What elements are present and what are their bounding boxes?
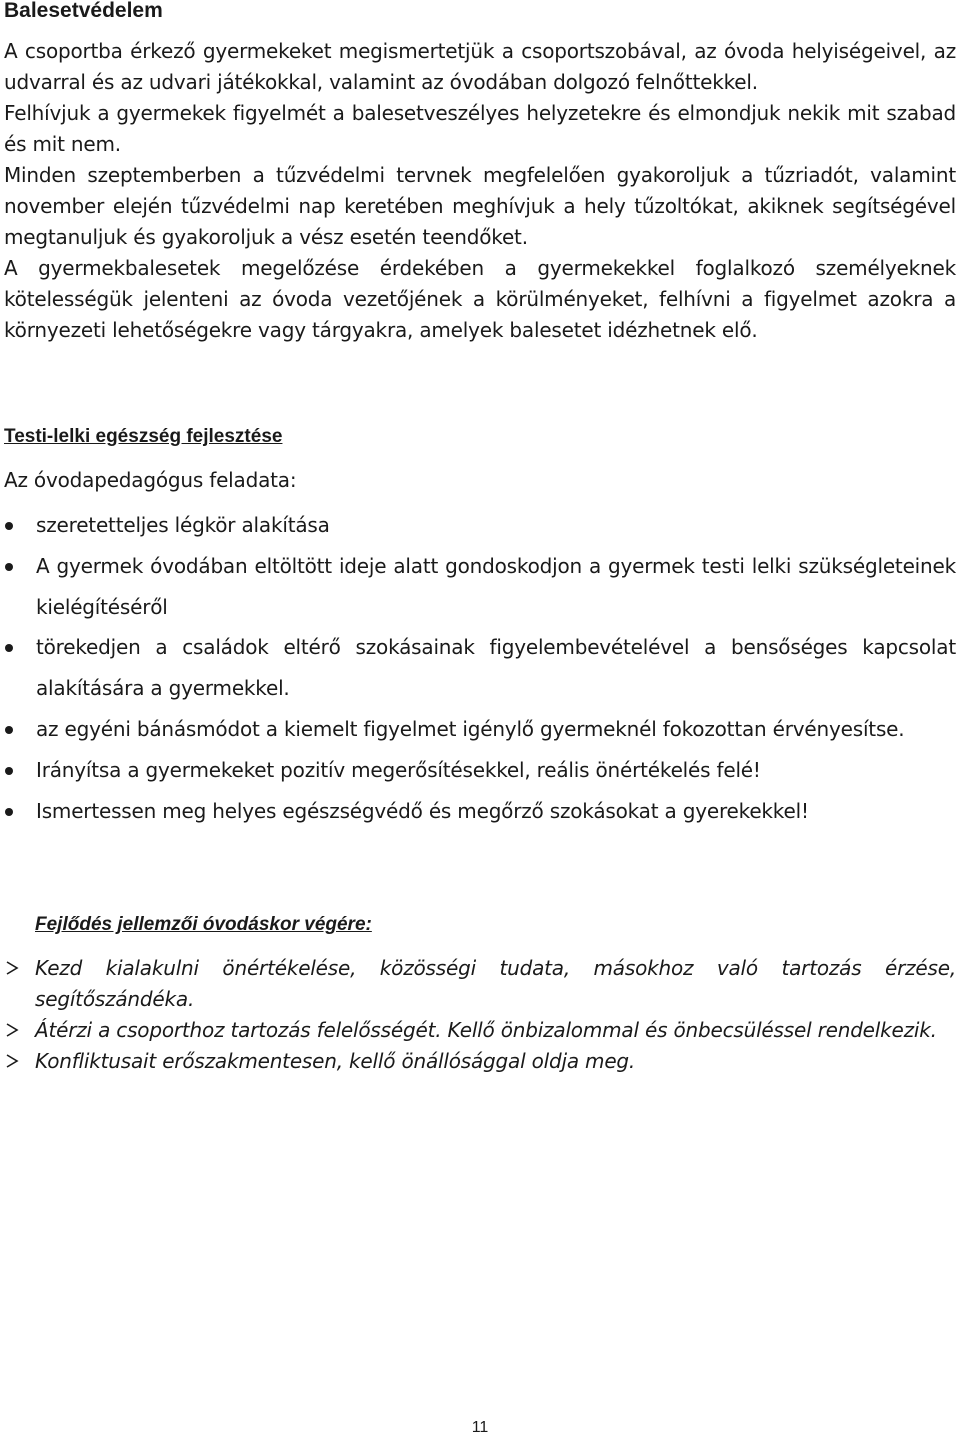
list-item bbox=[4, 505, 956, 546]
paragraph: A gyermekbalesetek megelőzése érdekében a gyermekekkel foglalkozó személyeknek kötelességük jelenteni az óvoda vezetőjének a körülményeket, felhívni a figyelmet azokra a környezeti lehetőségekre vagy tárgyakra, amelyek balesetet idézhetnek elő. bbox=[4, 256, 956, 342]
page-number: 11 bbox=[471, 1419, 489, 1436]
task-list bbox=[4, 505, 956, 831]
arrow-bullet-icon bbox=[4, 1022, 20, 1038]
paragraph: Minden szeptemberben a tűzvédelmi tervnek megfelelően gyakoroljuk a tűzriadót, valamint november elején tűzvédelmi nap keretében meghívjuk a hely tűzoltókat, akiknek segítségével megtanuljuk és gyakoroljuk a vész esetén teendőket. bbox=[4, 163, 956, 249]
list-item-text: az egyéni bánásmódot a kiemelt figyelmet igénylő gyermeknél fokozottan érvényesítse. bbox=[36, 716, 905, 741]
section-body-balesetvedelem bbox=[4, 36, 956, 346]
list-item bbox=[4, 627, 956, 709]
section-title-testi-lelki: Testi-lelki egészség fejlesztése bbox=[4, 426, 283, 447]
bullet-icon bbox=[5, 644, 13, 652]
list-item-text: Ismertessen meg helyes egészségvédő és megőrző szokásokat a gyerekekkel! bbox=[36, 798, 809, 823]
paragraph: Felhívjuk a gyermekek figyelmét a balesetveszélyes helyzetekre és elmondjuk nekik mit szabad és mit nem. bbox=[4, 101, 956, 156]
list-item bbox=[4, 546, 956, 628]
list-item bbox=[4, 709, 956, 750]
list-item-text: Kezd kialakulni önértékelése, közösségi tudata, másokhoz való tartozás érzése, segítőszándéka. bbox=[35, 956, 956, 1011]
list-item-text: Átérzi a csoporthoz tartozás felelősségét. Kellő önbizalommal és önbecsüléssel rendelkezik. bbox=[35, 1018, 937, 1042]
bullet-icon bbox=[5, 726, 13, 734]
section-title-fejlodes: Fejlődés jellemzői óvodáskor végére: bbox=[35, 914, 372, 935]
list-item bbox=[4, 1046, 956, 1077]
arrow-bullet-icon bbox=[4, 1053, 20, 1069]
list-item bbox=[4, 1015, 956, 1046]
list-item bbox=[4, 750, 956, 791]
bullet-icon bbox=[5, 522, 13, 530]
list-item bbox=[4, 791, 956, 832]
paragraph: A csoportba érkező gyermekeket megismertetjük a csoportszobával, az óvoda helyiségeivel, az udvarral és az udvari játékokkal, valamint az óvodában dolgozó felnőttekkel. bbox=[4, 39, 956, 94]
bullet-icon bbox=[5, 767, 13, 775]
development-list bbox=[4, 953, 956, 1077]
bullet-icon bbox=[5, 563, 13, 571]
list-item-text: szeretetteljes légkör alakítása bbox=[36, 513, 330, 537]
arrow-bullet-icon bbox=[4, 960, 20, 976]
section-title-balesetvedelem: Balesetvédelem bbox=[4, 0, 163, 22]
section-intro: Az óvodapedagógus feladata: bbox=[4, 468, 297, 492]
list-item-text: Konfliktusait erőszakmentesen, kellő önállósággal oldja meg. bbox=[35, 1049, 636, 1073]
bullet-icon bbox=[5, 808, 13, 816]
list-item bbox=[4, 953, 956, 1015]
list-item-text: A gyermek óvodában eltöltött ideje alatt gondoskodjon a gyermek testi lelki szükségleteinek kielégítéséről bbox=[36, 553, 956, 619]
list-item-text: törekedjen a családok eltérő szokásainak figyelembevételével a bensőséges kapcsolat alakítására a gyermekkel. bbox=[36, 635, 956, 701]
list-item-text: Irányítsa a gyermekeket pozitív megerősítésekkel, reális önértékelés felé! bbox=[36, 757, 761, 782]
